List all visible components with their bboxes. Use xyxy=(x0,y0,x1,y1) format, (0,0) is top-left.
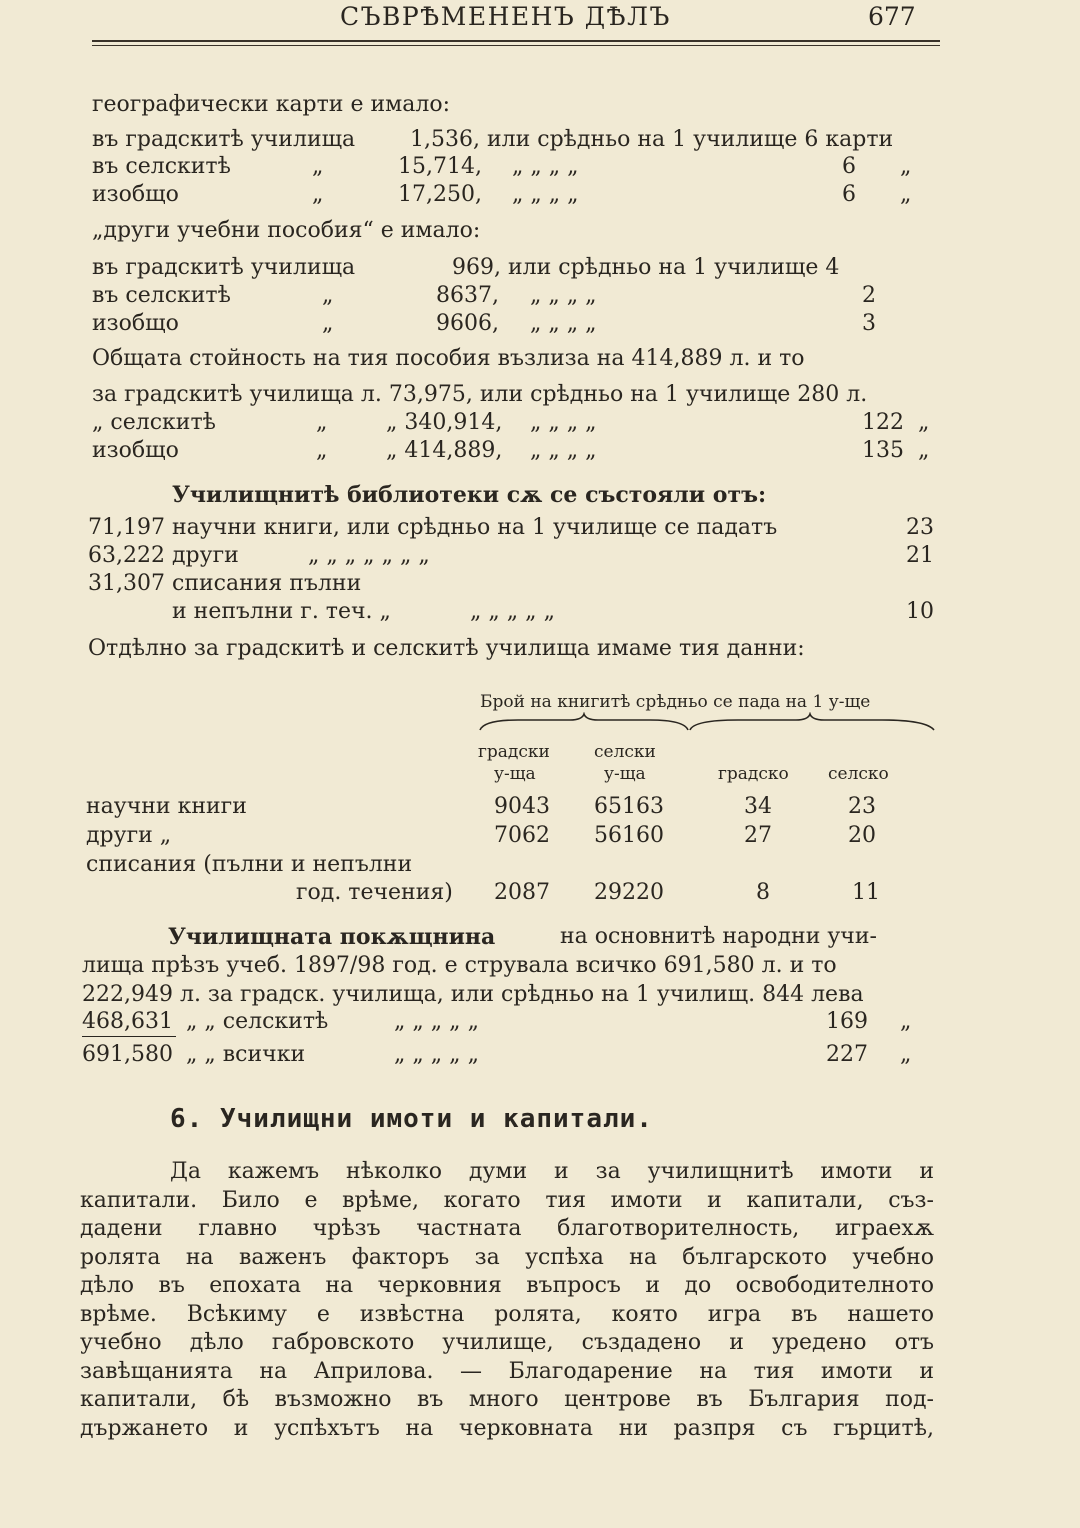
furniture-label: „ „ селскитѣ xyxy=(186,1009,329,1034)
ditto-marks: „ „ „ „ xyxy=(530,438,597,463)
ditto-marks: „ „ „ „ xyxy=(512,182,579,207)
aids-row-per: 2 xyxy=(862,283,876,308)
table-cell: 20 xyxy=(848,823,876,848)
furniture-per: 169 xyxy=(826,1009,868,1034)
header-rule-thin xyxy=(92,45,940,46)
furniture-text: 222,949 л. за градск. училища, или срѣдньо на 1 училищ. 844 лева xyxy=(82,982,864,1007)
paragraph-line: държането и успѣхътъ на черковната ни разпря съ гърцитѣ, xyxy=(80,1415,934,1441)
table-group-header: Брой на книгитѣ срѣдньо се пада на 1 у-ще xyxy=(480,692,871,712)
header-rule xyxy=(92,40,940,42)
maps-row-per: 6 xyxy=(842,182,856,207)
value-row-per: 135 xyxy=(862,438,904,463)
ditto-mark: „ xyxy=(312,154,324,179)
value-row-value: „ 414,889, xyxy=(386,438,503,463)
paragraph-line: ролята на важенъ факторъ за успѣха на българското учебно xyxy=(80,1244,934,1270)
aids-row-per: 3 xyxy=(862,311,876,336)
ditto-marks: „ „ „ „ xyxy=(512,154,579,179)
table-cell: 9043 xyxy=(494,794,550,819)
library-count: 31,307 xyxy=(88,571,165,596)
table-row-label: други „ xyxy=(86,823,172,848)
split-intro: Отдѣлно за градскитѣ и селскитѣ училища имаме тия данни: xyxy=(88,636,805,661)
table-cell: 7062 xyxy=(494,823,550,848)
value-row-label: изобщо xyxy=(92,438,179,463)
table-cell: 34 xyxy=(744,794,772,819)
ditto-mark: „ xyxy=(918,410,930,435)
value-row-label: „ селскитѣ xyxy=(92,410,216,435)
table-cell: 8 xyxy=(756,880,770,905)
aids-intro: „други учебни пособия“ е имало: xyxy=(92,218,481,243)
value-row-value: „ 340,914, xyxy=(386,410,503,435)
ditto-mark: „ xyxy=(322,283,334,308)
maps-row-label: въ градскитѣ училища xyxy=(92,127,356,152)
col-city-avg-header: градско xyxy=(718,764,789,784)
running-head-title: СЪВРѢМЕНЕНЪ ДѢЛЪ xyxy=(340,2,671,31)
ditto-marks: „ „ „ „ xyxy=(530,283,597,308)
ditto-mark: „ xyxy=(900,154,912,179)
maps-row-label: изобщо xyxy=(92,182,179,207)
maps-row-label: въ селскитѣ xyxy=(92,154,231,179)
table-row-label: списания (пълни и непълни xyxy=(86,852,413,877)
paragraph-line: капитали, бѣ възможно въ много центрове въ България под- xyxy=(80,1387,934,1412)
paragraph-line: дѣло въ епохата на черковния въпросъ и до освободителното xyxy=(80,1273,934,1298)
value-row-per: 122 xyxy=(862,410,904,435)
table-cell: 23 xyxy=(848,794,876,819)
col-city-header: градски xyxy=(478,742,550,762)
aids-row-label: въ селскитѣ xyxy=(92,283,231,308)
maps-row-value: 17,250, xyxy=(398,182,482,207)
furniture-text: лища прѣзъ учеб. 1897/98 год. е струвала всичко 691,580 л. и то xyxy=(82,953,837,978)
ditto-mark: „ xyxy=(316,438,328,463)
library-count: 71,197 xyxy=(88,515,165,540)
library-count: 63,222 xyxy=(88,543,165,568)
ditto-marks: „ „ „ „ xyxy=(530,410,597,435)
ditto-mark: „ xyxy=(900,1042,912,1067)
col-village-header: у-ща xyxy=(604,764,646,784)
value-intro: Общата стойность на тия пособия възлиза на 414,889 л. и то xyxy=(92,346,805,371)
aids-row-label: изобщо xyxy=(92,311,179,336)
ditto-marks: „ „ „ „ „ xyxy=(394,1042,479,1067)
ditto-mark: „ xyxy=(918,438,930,463)
aids-row-label: въ градскитѣ училища xyxy=(92,255,356,280)
maps-row-per: 6 xyxy=(842,154,856,179)
library-text: научни книги, или срѣдньо на 1 училище се падатъ xyxy=(172,515,778,540)
maps-row-value: 1,536, или срѣдньо на 1 училище 6 карти xyxy=(410,127,894,152)
ditto-mark: „ xyxy=(900,1009,912,1034)
ditto-mark: „ xyxy=(322,311,334,336)
library-per: 23 xyxy=(906,515,934,540)
library-text: и непълни г. теч. „ xyxy=(172,599,391,624)
table-cell: 2087 xyxy=(494,880,550,905)
furniture-value: 691,580 xyxy=(82,1042,173,1067)
ditto-marks: „ „ „ „ xyxy=(530,311,597,336)
aids-row-value: 8637, xyxy=(436,283,499,308)
table-cell: 27 xyxy=(744,823,772,848)
paragraph-line: врѣме. Всѣкиму е извѣстна ролята, която игра въ нашето xyxy=(80,1301,934,1327)
value-row-text: за градскитѣ училища л. 73,975, или срѣдньо на 1 училище 280 л. xyxy=(92,382,868,407)
furniture-heading: Училищната покѫщнина xyxy=(168,924,496,950)
paragraph-line: завѣщанията на Априлова. — Благодарение на тия имоти и xyxy=(80,1358,934,1384)
furniture-label: „ „ всички xyxy=(186,1042,306,1067)
paragraph-line: учебно дѣло габровското училище, създадено и уредено отъ xyxy=(80,1330,934,1355)
body-paragraph xyxy=(80,1158,934,1443)
library-text: други xyxy=(172,543,239,568)
col-city-header: у-ща xyxy=(494,764,536,784)
table-cell: 29220 xyxy=(594,880,664,905)
ditto-mark: „ xyxy=(312,182,324,207)
maps-row-value: 15,714, xyxy=(398,154,482,179)
furniture-text: на основнитѣ народни учи- xyxy=(560,924,877,949)
paragraph-line: дадени главно чрѣзъ частната благотворителность, играехѫ xyxy=(80,1216,934,1241)
table-cell: 11 xyxy=(852,880,880,905)
table-row-label: год. течения) xyxy=(296,880,453,905)
paragraph-line: капитали. Било е врѣме, когато тия имоти и капитали, съз- xyxy=(80,1187,934,1213)
col-village-header: селски xyxy=(594,742,656,762)
table-cell: 56160 xyxy=(594,823,664,848)
ditto-marks: „ „ „ „ „ xyxy=(394,1009,479,1034)
ditto-mark: „ xyxy=(316,410,328,435)
table-cell: 65163 xyxy=(594,794,664,819)
ditto-marks: „ „ „ „ „ xyxy=(470,599,555,624)
section-heading: 6. Училищни имоти и капитали. xyxy=(170,1104,653,1134)
libraries-heading: Училищнитѣ библиотеки сѫ се състояли отъ: xyxy=(172,482,767,508)
aids-row-value: 969, или срѣдньо на 1 училище 4 xyxy=(452,255,840,280)
library-per: 21 xyxy=(906,543,934,568)
aids-row-value: 9606, xyxy=(436,311,499,336)
table-brace xyxy=(478,712,938,734)
furniture-value: 468,631 xyxy=(82,1009,173,1034)
table-row-label: научни книги xyxy=(86,794,247,819)
sum-rule xyxy=(82,1036,176,1037)
maps-intro: географически карти е имало: xyxy=(92,92,451,117)
library-text: списания пълни xyxy=(172,571,362,596)
col-village-avg-header: селско xyxy=(828,764,889,784)
ditto-mark: „ xyxy=(900,182,912,207)
furniture-per: 227 xyxy=(826,1042,868,1067)
paragraph-line: Да кажемъ нѣколко думи и за училищнитѣ имоти и xyxy=(170,1159,934,1184)
page-number: 677 xyxy=(868,2,916,31)
library-per: 10 xyxy=(906,599,934,624)
ditto-marks: „ „ „ „ „ „ „ xyxy=(308,543,430,568)
